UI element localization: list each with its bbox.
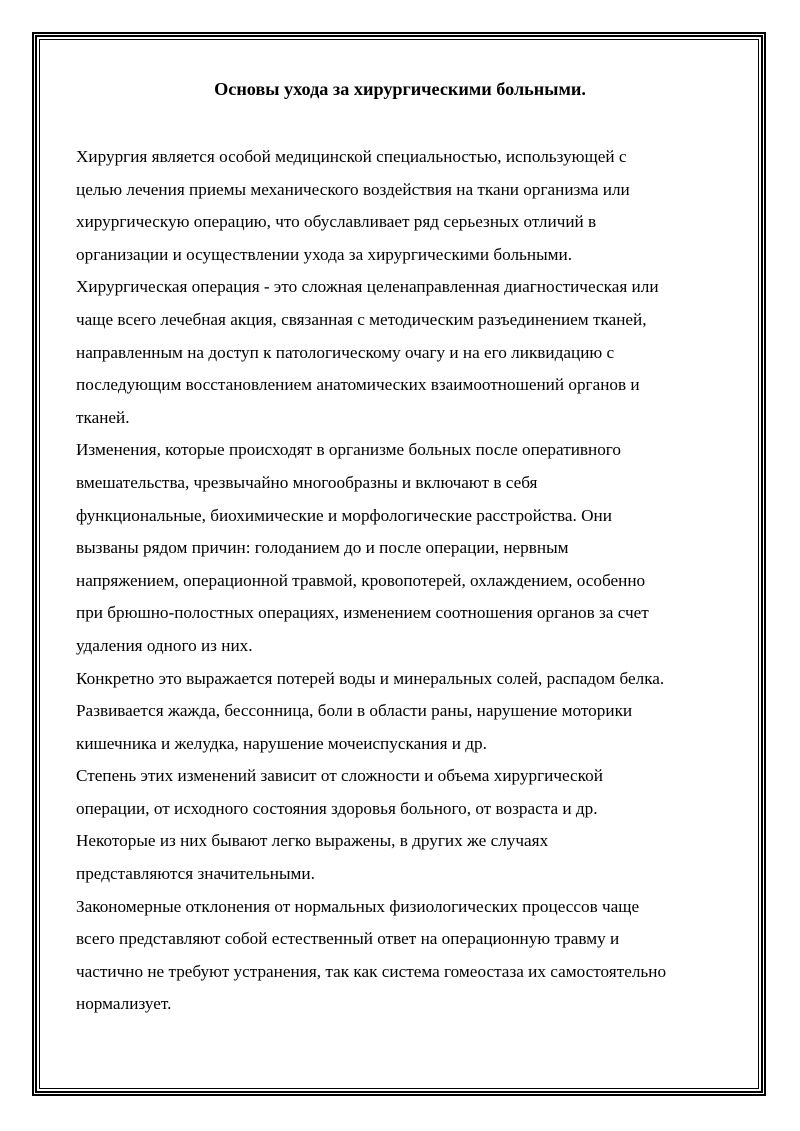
text-line: удаления одного из них. <box>76 635 253 655</box>
text-line: кишечника и желудка, нарушение мочеиспускания и др. <box>76 733 487 753</box>
text-line: вмешательства, чрезвычайно многообразны и включают в себя <box>76 472 538 492</box>
text-line: Хирургическая операция - это сложная целенаправленная диагностическая или <box>76 277 659 297</box>
text-line: Развивается жажда, бессонница, боли в области раны, нарушение моторики <box>76 701 633 721</box>
text-line: тканей. <box>76 407 130 427</box>
text-line: чаще всего лечебная акция, связанная с методическим разъединением тканей, <box>76 309 647 329</box>
text-line: представляются значительными. <box>76 864 315 884</box>
text-line: операции, от исходного состояния здоровья больного, от возраста и др. <box>76 798 598 818</box>
text-line: вызваны рядом причин: голоданием до и после операции, нервным <box>76 538 569 558</box>
text-line: последующим восстановлением анатомических взаимоотношений органов и <box>76 375 640 395</box>
text-line: нормализует. <box>76 994 172 1014</box>
text-line: направленным на доступ к патологическому очагу и на его ликвидацию с <box>76 342 615 362</box>
text-line: хирургическую операцию, что обуславливает ряд серьезных отличий в <box>76 212 597 232</box>
text-line: функциональные, биохимические и морфологические расстройства. Они <box>76 505 612 525</box>
text-line: частично не требуют устранения, так как система гомеостаза их самостоятельно <box>76 961 667 981</box>
text-line: Конкретно это выражается потерей воды и минеральных солей, распадом белка. <box>76 668 665 688</box>
document-body <box>76 141 736 1021</box>
text-line: Изменения, которые происходят в организме больных после оперативного <box>76 440 622 460</box>
document-title: Основы ухода за хирургическими больными. <box>214 79 586 99</box>
text-line: организации и осуществлении ухода за хирургическими больными. <box>76 244 573 264</box>
text-line: при брюшно-полостных операциях, изменением соотношения органов за счет <box>76 603 649 623</box>
text-line: Закономерные отклонения от нормальных физиологических процессов чаще <box>76 896 640 916</box>
text-line: Степень этих изменений зависит от сложности и объема хирургической <box>76 766 603 786</box>
text-line: всего представляют собой естественный ответ на операционную травму и <box>76 929 620 949</box>
text-line: напряжением, операционной травмой, кровопотерей, охлаждением, особенно <box>76 570 646 590</box>
text-line: Некоторые из них бывают легко выражены, в других же случаях <box>76 831 549 851</box>
text-line: целью лечения приемы механического воздействия на ткани организма или <box>76 179 630 199</box>
text-line: Хирургия является особой медицинской специальностью, использующей с <box>76 147 627 166</box>
